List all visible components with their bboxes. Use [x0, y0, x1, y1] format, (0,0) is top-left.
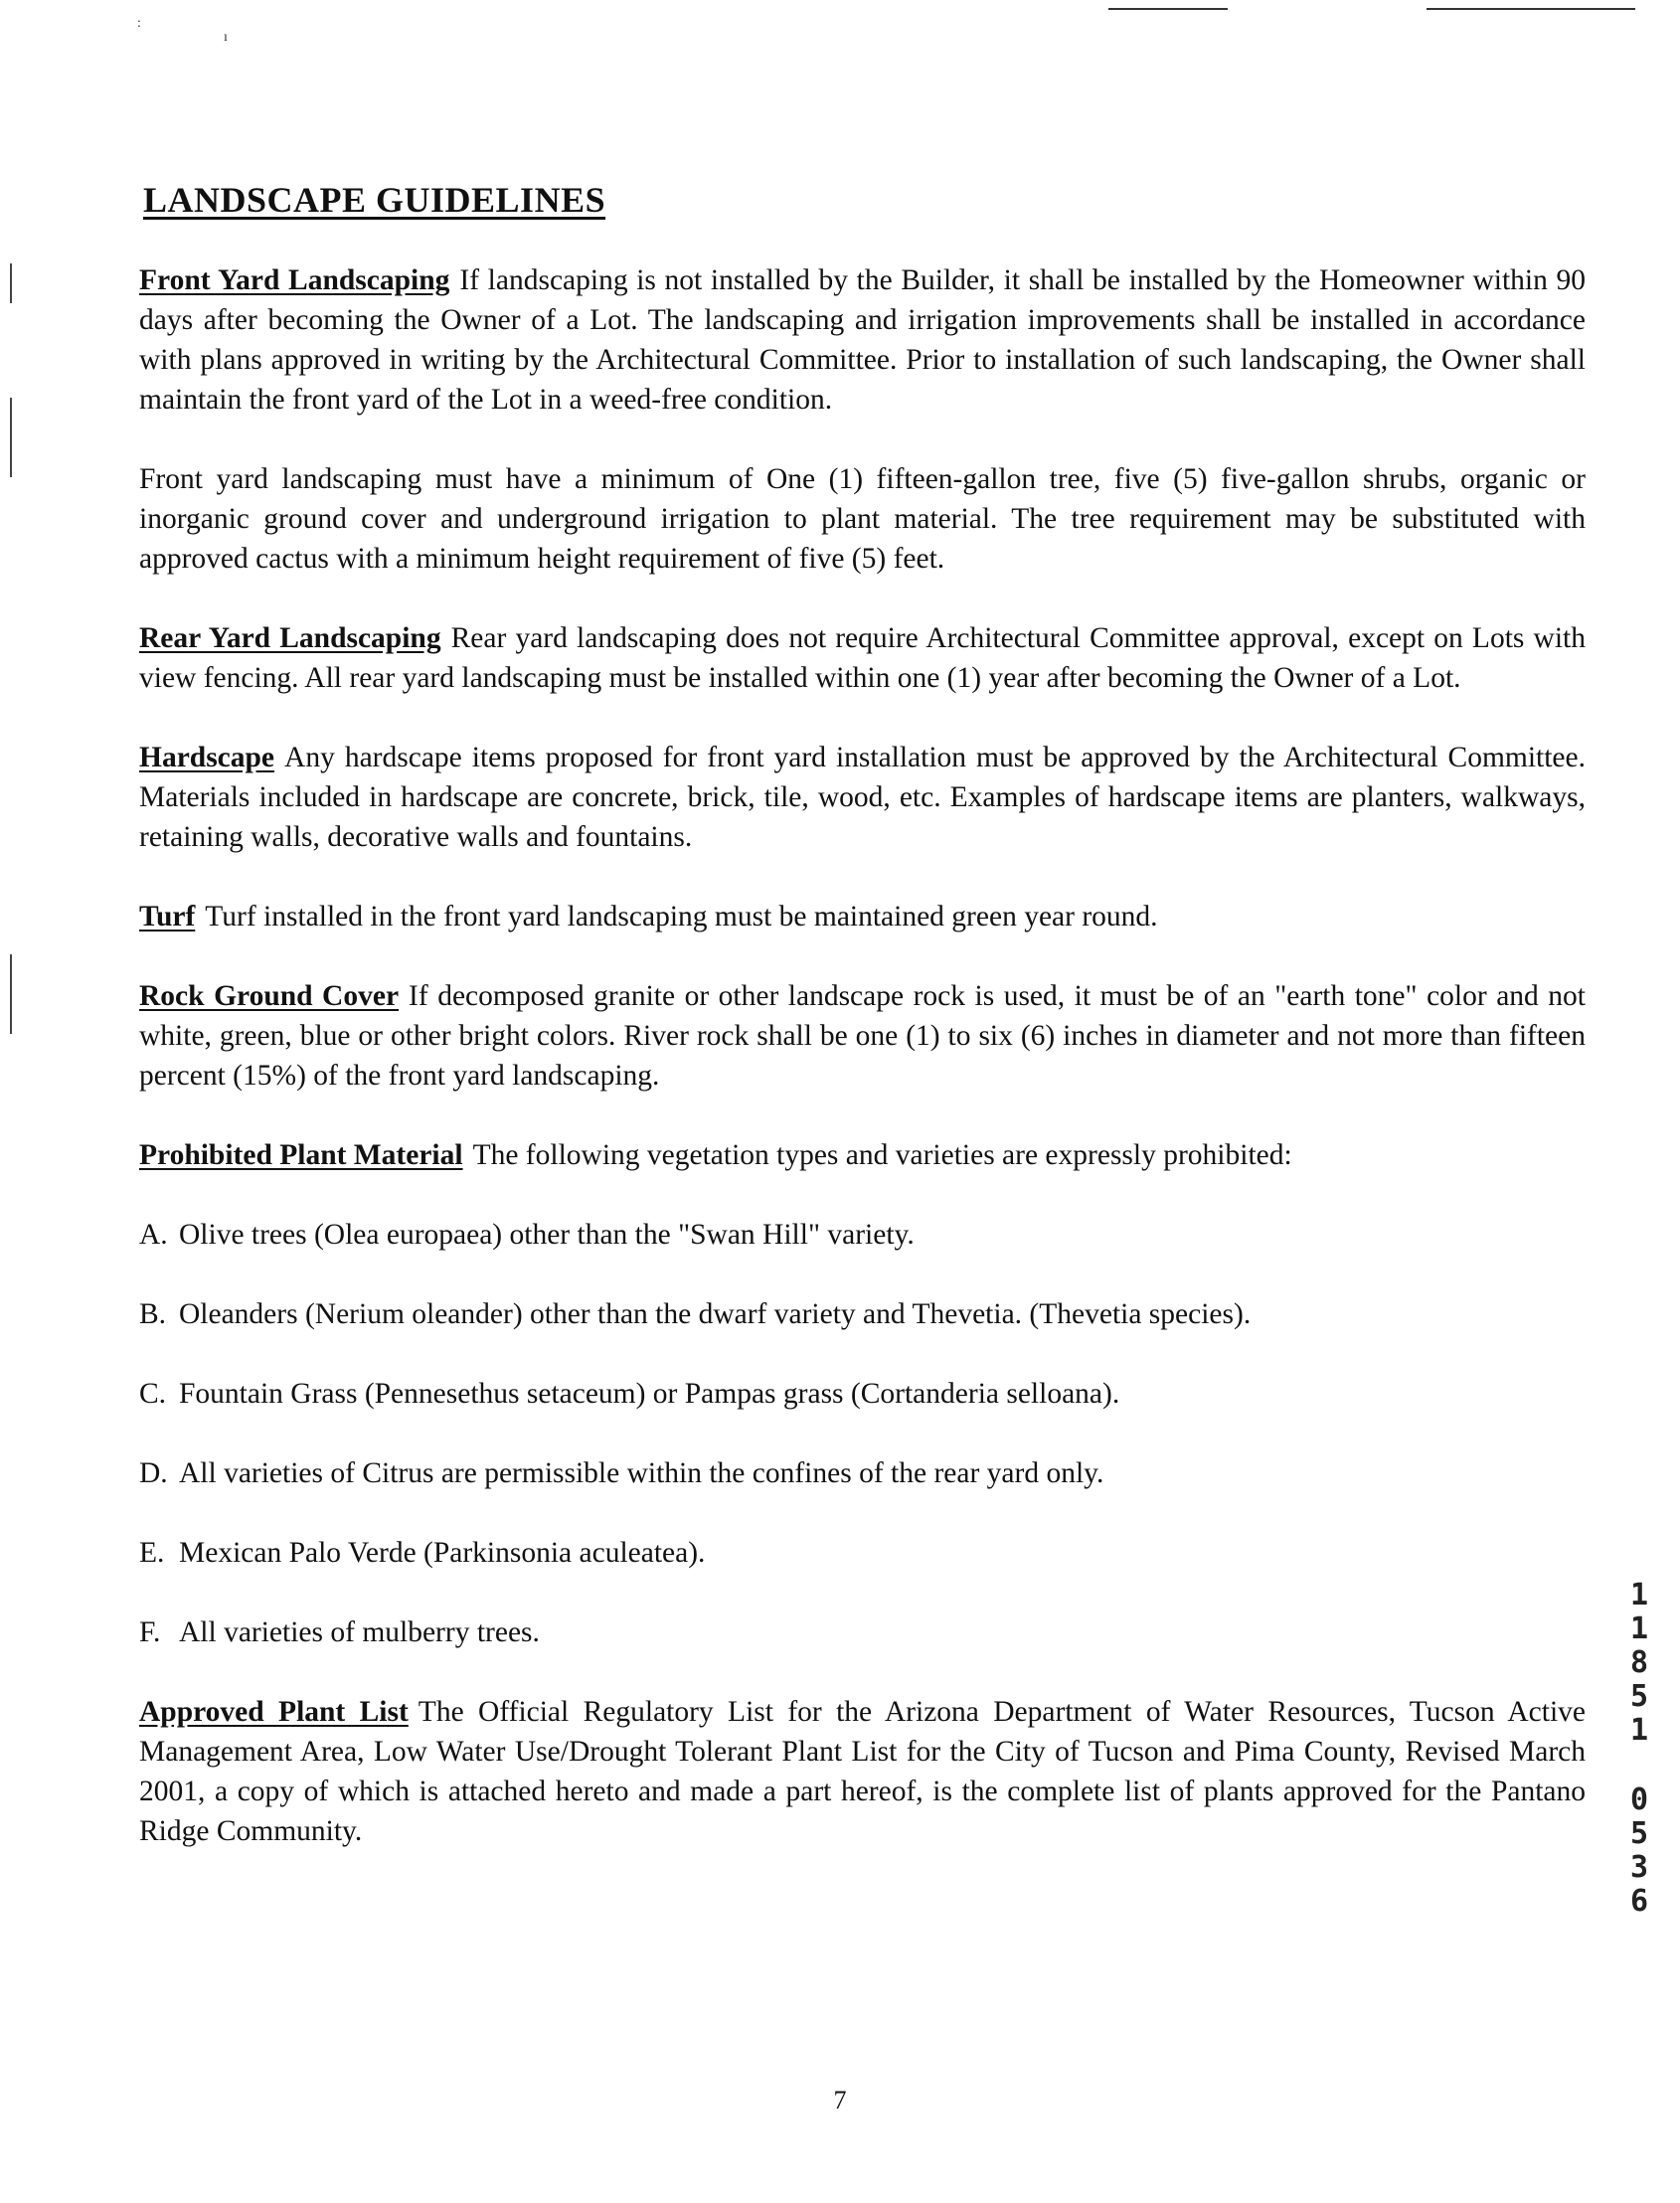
list-text: All varieties of mulberry trees. [179, 1616, 540, 1648]
list-text: Mexican Palo Verde (Parkinsonia aculeatea). [179, 1537, 706, 1569]
paragraph-prohibited [139, 1135, 1586, 1175]
heading-approved-plant-list: Approved Plant List [139, 1696, 409, 1728]
list-letter: C. [139, 1378, 167, 1410]
paragraph-front-yard [139, 260, 1586, 420]
heading-prohibited: Prohibited Plant Material [139, 1139, 463, 1171]
paragraph-turf [139, 897, 1586, 936]
text-approved-plant-list: The Official Regulatory List for the Arizona Department of Water Resources, Tucson Active Management Area, Low Water Use/Drought Tolerant Plant List for the City of Tucson and Pima County, Revised March 2001, a copy of which is attached hereto and made a part hereof, is the complete list of plants approved for the Pantano Ridge Community. [139, 1696, 1586, 1847]
stamp-digit: 5 [1629, 1679, 1649, 1714]
stamp-digit: 6 [1629, 1884, 1649, 1919]
stamp-digit: 8 [1629, 1645, 1649, 1680]
list-letter: B. [139, 1298, 167, 1330]
scan-line-top-middle [1108, 8, 1228, 10]
paragraph-rear-yard [139, 618, 1586, 698]
stamp-digit: 3 [1629, 1850, 1649, 1885]
heading-rear-yard: Rear Yard Landscaping [139, 622, 441, 654]
text-turf: Turf installed in the front yard landscaping must be maintained green year round. [205, 901, 1158, 932]
scan-line-top-right [1427, 8, 1635, 10]
list-item [139, 1533, 1586, 1573]
stamp-digit: 1 [1629, 1578, 1649, 1612]
stamp-digit: 1 [1629, 1611, 1649, 1646]
list-letter: F. [139, 1616, 161, 1648]
text-front-yard-requirements: Front yard landscaping must have a minimum of One (1) fifteen-gallon tree, five (5) five-gallon shrubs, organic or inorganic ground cover and underground irrigation to plant material. The tree requirement may be substituted with approved cactus with a minimum height requirement of five (5) feet. [139, 463, 1586, 575]
scan-speck: : [137, 16, 141, 31]
list-text: All varieties of Citrus are permissible within the confines of the rear yard only. [179, 1457, 1104, 1489]
stamp-gap [1626, 1748, 1652, 1783]
heading-turf: Turf [139, 901, 196, 932]
stamp-digit: 0 [1629, 1782, 1649, 1817]
scan-speck: ı [224, 30, 228, 45]
list-item [139, 1453, 1586, 1493]
list-text: Fountain Grass (Pennesethus setaceum) or Pampas grass (Cortanderia selloana). [179, 1378, 1120, 1410]
list-item [139, 1374, 1586, 1414]
list-letter: E. [139, 1537, 165, 1569]
paragraph-front-yard-requirements [139, 459, 1586, 579]
text-prohibited: The following vegetation types and varieties are expressly prohibited: [472, 1139, 1292, 1171]
text-front-yard: If landscaping is not installed by the Builder, it shall be installed by the Homeowner within 90 days after becoming the Owner of a Lot. The landscaping and irrigation improvements shall be installed in accordance with plans approved in writing by the Architectural Committee. Prior to installation of such landscaping, the Owner shall maintain the front yard of the Lot in a weed-free condition. [139, 264, 1586, 416]
list-letter: D. [139, 1457, 168, 1489]
text-rock-ground-cover: If decomposed granite or other landscape rock is used, it must be of an "earth tone" color and not white, green, blue or other bright colors. River rock shall be one (1) to six (6) inches in diameter and not more than fifteen percent (15%) of the front yard landscaping. [139, 980, 1586, 1092]
text-rear-yard: Rear yard landscaping does not require Architectural Committee approval, except on Lots with view fencing. All rear yard landscaping must be installed within one (1) year after becoming the Owner of a Lot. [139, 622, 1586, 694]
heading-rock-ground-cover: Rock Ground Cover [139, 980, 400, 1012]
page-title: LANDSCAPE GUIDELINES [143, 180, 606, 220]
paragraph-approved-plant-list [139, 1692, 1586, 1851]
document-body [139, 179, 1586, 1891]
page-number: 7 [833, 2086, 847, 2115]
list-item [139, 1294, 1586, 1334]
margin-bar [10, 398, 12, 477]
paragraph-hardscape [139, 738, 1586, 857]
margin-bar [10, 263, 12, 303]
list-text: Oleanders (Nerium oleander) other than the dwarf variety and Thevetia. (Thevetia species). [179, 1298, 1252, 1330]
heading-hardscape: Hardscape [139, 742, 275, 773]
margin-bar [10, 954, 12, 1034]
list-letter: A. [139, 1219, 168, 1251]
list-text: Olive trees (Olea europaea) other than the "Swan Hill" variety. [179, 1219, 915, 1251]
recording-stamp [1626, 1579, 1652, 1919]
stamp-digit: 1 [1629, 1713, 1649, 1748]
list-item [139, 1612, 1586, 1652]
text-hardscape: Any hardscape items proposed for front yard installation must be approved by the Architectural Committee. Materials included in hardscape are concrete, brick, tile, wood, etc. Examples of hardscape items are planters, walkways, retaining walls, decorative walls and fountains. [139, 742, 1586, 853]
stamp-digit: 5 [1629, 1816, 1649, 1851]
list-item [139, 1215, 1586, 1255]
heading-front-yard: Front Yard Landscaping [139, 264, 450, 296]
paragraph-rock-ground-cover [139, 976, 1586, 1096]
